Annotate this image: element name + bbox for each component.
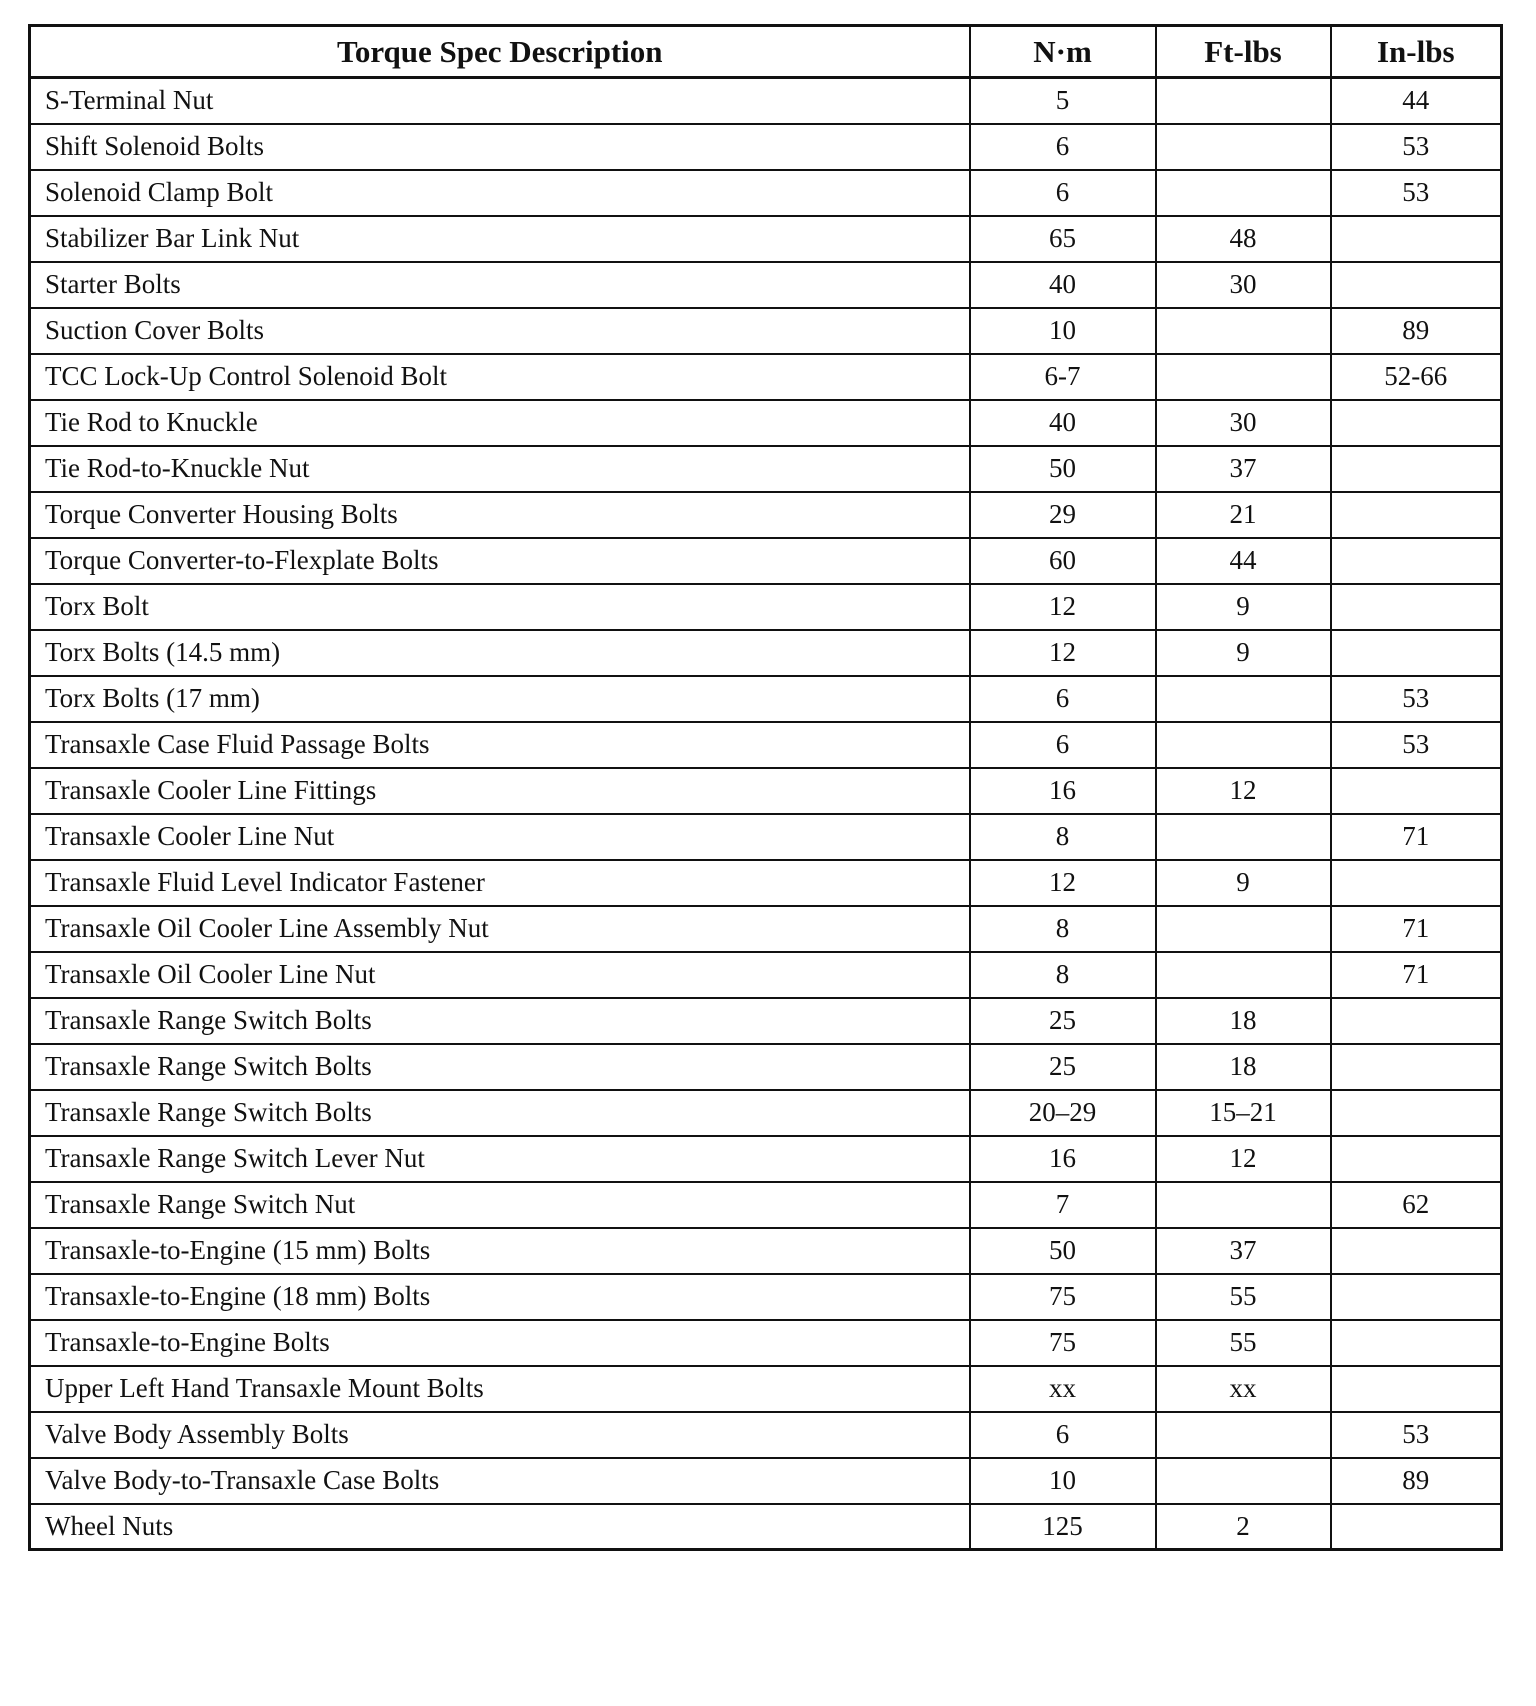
cell-inlbs [1331,538,1502,584]
cell-inlbs: 71 [1331,906,1502,952]
cell-nm: 75 [970,1320,1156,1366]
cell-description: Transaxle Cooler Line Fittings [30,768,970,814]
cell-inlbs: 53 [1331,1412,1502,1458]
cell-ftlbs [1156,354,1331,400]
table-row [30,1090,1502,1136]
cell-inlbs [1331,216,1502,262]
cell-inlbs [1331,1228,1502,1274]
cell-nm: 65 [970,216,1156,262]
cell-ftlbs [1156,814,1331,860]
cell-inlbs [1331,584,1502,630]
cell-inlbs [1331,1090,1502,1136]
cell-ftlbs: xx [1156,1366,1331,1412]
table-row [30,1412,1502,1458]
cell-ftlbs [1156,1458,1331,1504]
cell-description: Suction Cover Bolts [30,308,970,354]
cell-ftlbs: 21 [1156,492,1331,538]
cell-ftlbs [1156,906,1331,952]
cell-description: Transaxle-to-Engine Bolts [30,1320,970,1366]
cell-inlbs: 53 [1331,124,1502,170]
cell-ftlbs: 37 [1156,1228,1331,1274]
cell-nm: 6 [970,170,1156,216]
cell-inlbs: 89 [1331,1458,1502,1504]
cell-description: Transaxle-to-Engine (15 mm) Bolts [30,1228,970,1274]
table-row [30,998,1502,1044]
table-row [30,1320,1502,1366]
table-row [30,446,1502,492]
cell-ftlbs: 37 [1156,446,1331,492]
table-row [30,1366,1502,1412]
table-row [30,492,1502,538]
cell-inlbs [1331,1504,1502,1550]
cell-description: Transaxle Range Switch Nut [30,1182,970,1228]
cell-nm: 7 [970,1182,1156,1228]
cell-inlbs: 53 [1331,722,1502,768]
cell-inlbs [1331,1274,1502,1320]
cell-description: Transaxle Range Switch Bolts [30,1090,970,1136]
cell-ftlbs: 18 [1156,1044,1331,1090]
table-row [30,722,1502,768]
cell-ftlbs: 9 [1156,584,1331,630]
cell-ftlbs: 55 [1156,1320,1331,1366]
cell-description: Torque Converter-to-Flexplate Bolts [30,538,970,584]
cell-ftlbs: 55 [1156,1274,1331,1320]
cell-nm: 6 [970,676,1156,722]
cell-description: Torx Bolts (17 mm) [30,676,970,722]
cell-ftlbs [1156,952,1331,998]
table-body [30,78,1502,1550]
cell-nm: 6 [970,124,1156,170]
cell-ftlbs [1156,170,1331,216]
cell-nm: 75 [970,1274,1156,1320]
table-row [30,768,1502,814]
table-row [30,124,1502,170]
cell-description: Transaxle Oil Cooler Line Assembly Nut [30,906,970,952]
cell-ftlbs: 2 [1156,1504,1331,1550]
cell-ftlbs: 15–21 [1156,1090,1331,1136]
table-row [30,1274,1502,1320]
cell-inlbs: 62 [1331,1182,1502,1228]
cell-ftlbs [1156,676,1331,722]
table-row [30,308,1502,354]
cell-description: Torx Bolt [30,584,970,630]
cell-inlbs [1331,1044,1502,1090]
cell-inlbs: 71 [1331,952,1502,998]
cell-description: Transaxle Range Switch Lever Nut [30,1136,970,1182]
cell-description: Wheel Nuts [30,1504,970,1550]
cell-inlbs [1331,400,1502,446]
cell-ftlbs [1156,308,1331,354]
header-ftlbs: Ft-lbs [1156,26,1331,78]
cell-description: Upper Left Hand Transaxle Mount Bolts [30,1366,970,1412]
cell-nm: 50 [970,446,1156,492]
cell-nm: 25 [970,998,1156,1044]
table-row [30,262,1502,308]
cell-nm: 12 [970,630,1156,676]
cell-inlbs: 71 [1331,814,1502,860]
cell-ftlbs [1156,1412,1331,1458]
table-row [30,1136,1502,1182]
cell-nm: 10 [970,1458,1156,1504]
cell-nm: 6 [970,722,1156,768]
cell-nm: 50 [970,1228,1156,1274]
cell-nm: 12 [970,584,1156,630]
cell-description: Transaxle Range Switch Bolts [30,998,970,1044]
cell-nm: 8 [970,814,1156,860]
cell-ftlbs [1156,722,1331,768]
cell-description: Solenoid Clamp Bolt [30,170,970,216]
cell-description: Torx Bolts (14.5 mm) [30,630,970,676]
table-row [30,676,1502,722]
cell-inlbs: 44 [1331,78,1502,124]
table-row [30,906,1502,952]
cell-nm: 12 [970,860,1156,906]
cell-nm: 16 [970,768,1156,814]
header-description: Torque Spec Description [30,26,970,78]
cell-ftlbs [1156,78,1331,124]
cell-description: TCC Lock-Up Control Solenoid Bolt [30,354,970,400]
table-row [30,1228,1502,1274]
cell-description: Starter Bolts [30,262,970,308]
cell-description: Valve Body Assembly Bolts [30,1412,970,1458]
cell-inlbs [1331,492,1502,538]
cell-nm: 6 [970,1412,1156,1458]
cell-inlbs [1331,262,1502,308]
header-nm: N·m [970,26,1156,78]
cell-nm: 8 [970,906,1156,952]
cell-description: Torque Converter Housing Bolts [30,492,970,538]
table-row [30,78,1502,124]
cell-description: S-Terminal Nut [30,78,970,124]
cell-description: Shift Solenoid Bolts [30,124,970,170]
cell-inlbs [1331,998,1502,1044]
cell-nm: 29 [970,492,1156,538]
header-inlbs: In-lbs [1331,26,1502,78]
cell-nm: 6-7 [970,354,1156,400]
table-row [30,1504,1502,1550]
cell-nm: 60 [970,538,1156,584]
cell-ftlbs: 30 [1156,400,1331,446]
table-row [30,216,1502,262]
cell-inlbs [1331,768,1502,814]
cell-inlbs [1331,630,1502,676]
cell-inlbs: 53 [1331,676,1502,722]
cell-nm: 10 [970,308,1156,354]
table-row [30,1182,1502,1228]
cell-description: Transaxle Range Switch Bolts [30,1044,970,1090]
table-header-row [30,26,1502,78]
cell-description: Valve Body-to-Transaxle Case Bolts [30,1458,970,1504]
table-row [30,1458,1502,1504]
cell-inlbs [1331,1366,1502,1412]
cell-description: Stabilizer Bar Link Nut [30,216,970,262]
cell-nm: 16 [970,1136,1156,1182]
cell-ftlbs: 9 [1156,860,1331,906]
cell-inlbs: 53 [1331,170,1502,216]
cell-ftlbs: 30 [1156,262,1331,308]
table-row [30,354,1502,400]
cell-ftlbs: 48 [1156,216,1331,262]
table-row [30,400,1502,446]
cell-ftlbs: 9 [1156,630,1331,676]
cell-description: Transaxle Cooler Line Nut [30,814,970,860]
cell-nm: 5 [970,78,1156,124]
table-row [30,630,1502,676]
table-row [30,538,1502,584]
cell-ftlbs: 12 [1156,768,1331,814]
cell-inlbs: 52-66 [1331,354,1502,400]
cell-nm: xx [970,1366,1156,1412]
cell-nm: 25 [970,1044,1156,1090]
torque-spec-table [28,24,1503,1551]
cell-inlbs [1331,860,1502,906]
cell-inlbs: 89 [1331,308,1502,354]
cell-description: Transaxle Fluid Level Indicator Fastener [30,860,970,906]
cell-description: Tie Rod-to-Knuckle Nut [30,446,970,492]
cell-ftlbs: 12 [1156,1136,1331,1182]
cell-nm: 40 [970,400,1156,446]
table-row [30,1044,1502,1090]
cell-inlbs [1331,1136,1502,1182]
cell-ftlbs: 18 [1156,998,1331,1044]
cell-ftlbs [1156,1182,1331,1228]
cell-description: Transaxle-to-Engine (18 mm) Bolts [30,1274,970,1320]
cell-inlbs [1331,1320,1502,1366]
cell-ftlbs [1156,124,1331,170]
cell-description: Tie Rod to Knuckle [30,400,970,446]
table-row [30,814,1502,860]
table-row [30,584,1502,630]
table-row [30,170,1502,216]
cell-inlbs [1331,446,1502,492]
cell-nm: 20–29 [970,1090,1156,1136]
cell-nm: 40 [970,262,1156,308]
cell-ftlbs: 44 [1156,538,1331,584]
cell-description: Transaxle Case Fluid Passage Bolts [30,722,970,768]
table-row [30,952,1502,998]
cell-nm: 8 [970,952,1156,998]
cell-nm: 125 [970,1504,1156,1550]
table-row [30,860,1502,906]
cell-description: Transaxle Oil Cooler Line Nut [30,952,970,998]
